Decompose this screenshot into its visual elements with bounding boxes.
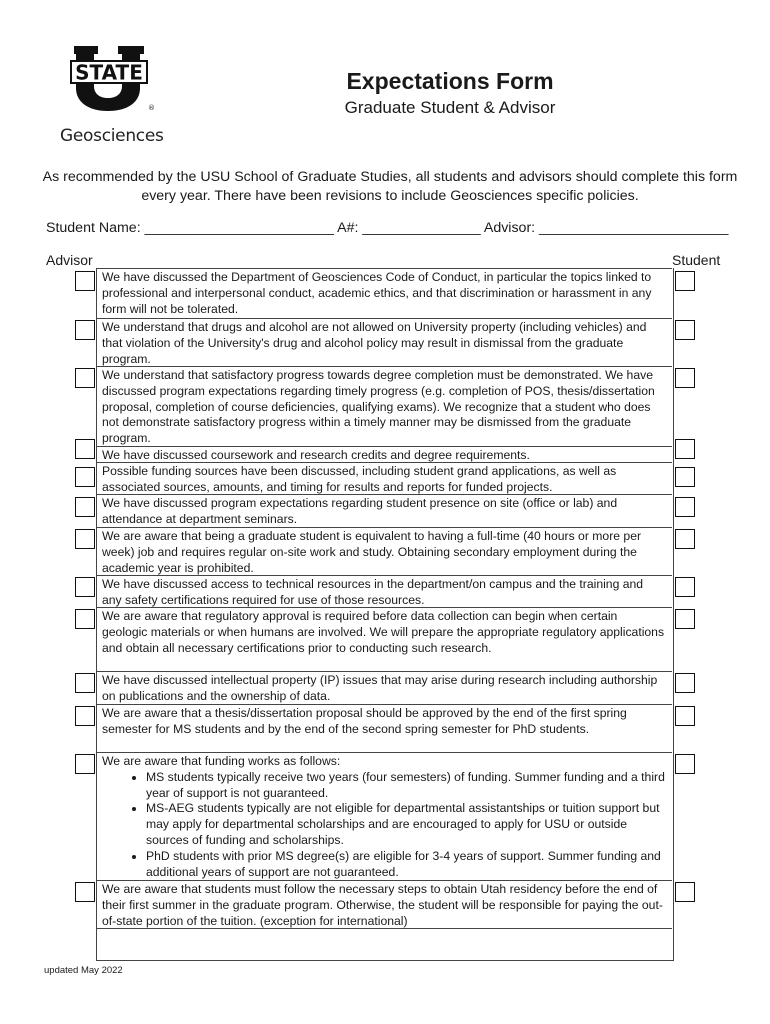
expectation-text: We have discussed access to technical resources in the department/on campus and the training and any safety certifications required for use of those resources. [102,577,644,607]
intro-paragraph: As recommended by the USU School of Graduate Studies, all students and advisors should complete this form every year. There have been revisions to include Geosciences specific policies. [42,169,738,204]
form-subtitle: Graduate Student & Advisor [344,98,556,117]
expectation-item [96,494,672,528]
expectation-item [96,318,672,367]
expectation-item [96,880,672,929]
expectation-text: We have discussed the Department of Geosciences Code of Conduct, in particular the topics linked to professional and interpersonal conduct, academic ethics, and that discrimination or harassment in any form will not be tolerated. [102,270,652,316]
advisor-checkbox[interactable] [75,271,95,291]
advisor-checkbox[interactable] [75,529,95,549]
expectation-item [96,462,672,496]
expectation-item [96,527,672,576]
student-checkbox[interactable] [675,609,695,629]
blank-table-row [96,928,672,960]
funding-bullet-list [102,770,666,881]
funding-bullet: • PhD students with prior MS degree(s) are eligible for 3-4 years of support. Summer funding and additional years of support are not guaranteed. [146,849,666,881]
advisor-column-label: Advisor [46,252,93,268]
expectation-text: We are aware that regulatory approval is required before data collection can begin when certain geologic materials or when humans are involved. We will prepare the appropriate regulatory applications and obtain all necessary certifications prior to conducting such research. [102,609,665,655]
expectation-item [96,366,672,447]
expectation-text: Possible funding sources have been discussed, including student grand applications, as well as associated sources, amounts, and timing for results and reports for funded projects. [102,464,617,494]
usu-block-u-logo-icon [70,46,152,112]
advisor-checkbox[interactable] [75,467,95,487]
student-checkbox[interactable] [675,882,695,902]
student-checkbox[interactable] [675,673,695,693]
expectation-text: We are aware that a thesis/dissertation proposal should be approved by the end of the first spring semester for MS students and by the end of the second spring semester for PhD students. [102,706,627,736]
registered-mark: ® [148,104,155,112]
expectation-text: We understand that drugs and alcohol are not allowed on University property (including vehicles) and that violation of the University's drug and alcohol policy may result in dismissal from the graduate program. [102,320,647,366]
advisor-checkbox[interactable] [75,609,95,629]
student-info-row[interactable]: Student Name: ________________________ A#: _______________ Advisor: ________________________ [46,220,729,236]
advisor-checkbox[interactable] [75,439,95,459]
advisor-checkbox[interactable] [75,320,95,340]
advisor-checkbox[interactable] [75,754,95,774]
expectation-item [96,607,672,656]
expectation-item [96,575,672,609]
advisor-checkbox[interactable] [75,577,95,597]
expectation-text: We have discussed coursework and research credits and degree requirements. [102,448,530,462]
expectation-text: We understand that satisfactory progress towards degree completion must be demonstrated. We have discussed program expectations regarding timely progress (e.g. completion of POS, thesis/dissertation proposal, completion of course deficiencies, qualifying exams). We recognize that a student who does not demonstrate satisfactory progress within a timely manner may be dismissed from the graduate program. [102,368,655,446]
student-checkbox[interactable] [675,271,695,291]
advisor-checkbox[interactable] [75,882,95,902]
student-checkbox[interactable] [675,529,695,549]
advisor-checkbox[interactable] [75,497,95,517]
advisor-checkbox[interactable] [75,706,95,726]
funding-bullet: • MS students typically receive two years (four semesters) of funding. Summer funding and a third year of support is not guaranteed. [146,770,666,802]
expectation-text: We have discussed program expectations regarding student presence on site (office or lab) and attendance at department seminars. [102,496,618,526]
advisor-checkbox[interactable] [75,368,95,388]
student-checkbox[interactable] [675,497,695,517]
student-checkbox[interactable] [675,320,695,340]
department-name: Geosciences [60,126,164,146]
funding-bullet: • MS-AEG students typically are not eligible for departmental assistantships or tuition support but may apply for departmental scholarships and are encouraged to apply for USU or outside sources of funding and scholarships. [146,801,666,848]
form-title: Expectations Form [346,68,554,94]
expectation-text: We are aware that being a graduate student is equivalent to having a full-time (40 hours or more per week) job and requires regular on-site work and study. Obtaining secondary employment during the academic year is prohibited. [102,529,642,575]
expectation-item [96,704,672,738]
expectation-item [96,671,672,705]
student-checkbox[interactable] [675,706,695,726]
updated-date: updated May 2022 [44,965,123,976]
expectation-text: We are aware that funding works as follows: [102,754,341,768]
student-checkbox[interactable] [675,368,695,388]
advisor-checkbox[interactable] [75,673,95,693]
student-checkbox[interactable] [675,467,695,487]
expectation-text: We have discussed intellectual property (IP) issues that may arise during research including authorship on publications and the ownership of data. [102,673,658,703]
expectation-item [96,268,672,317]
usu-logo [58,46,168,150]
student-checkbox[interactable] [675,577,695,597]
expectation-item [96,752,672,880]
svg-text:STATE: STATE [75,60,143,85]
student-column-label: Student [672,252,721,268]
student-checkbox[interactable] [675,439,695,459]
student-checkbox[interactable] [675,754,695,774]
expectation-text: We are aware that students must follow the necessary steps to obtain Utah residency before the end of their first summer in the graduate program. Otherwise, the student will be responsible for paying the out-of-state portion of the tuition. (exception for international) [102,882,663,928]
